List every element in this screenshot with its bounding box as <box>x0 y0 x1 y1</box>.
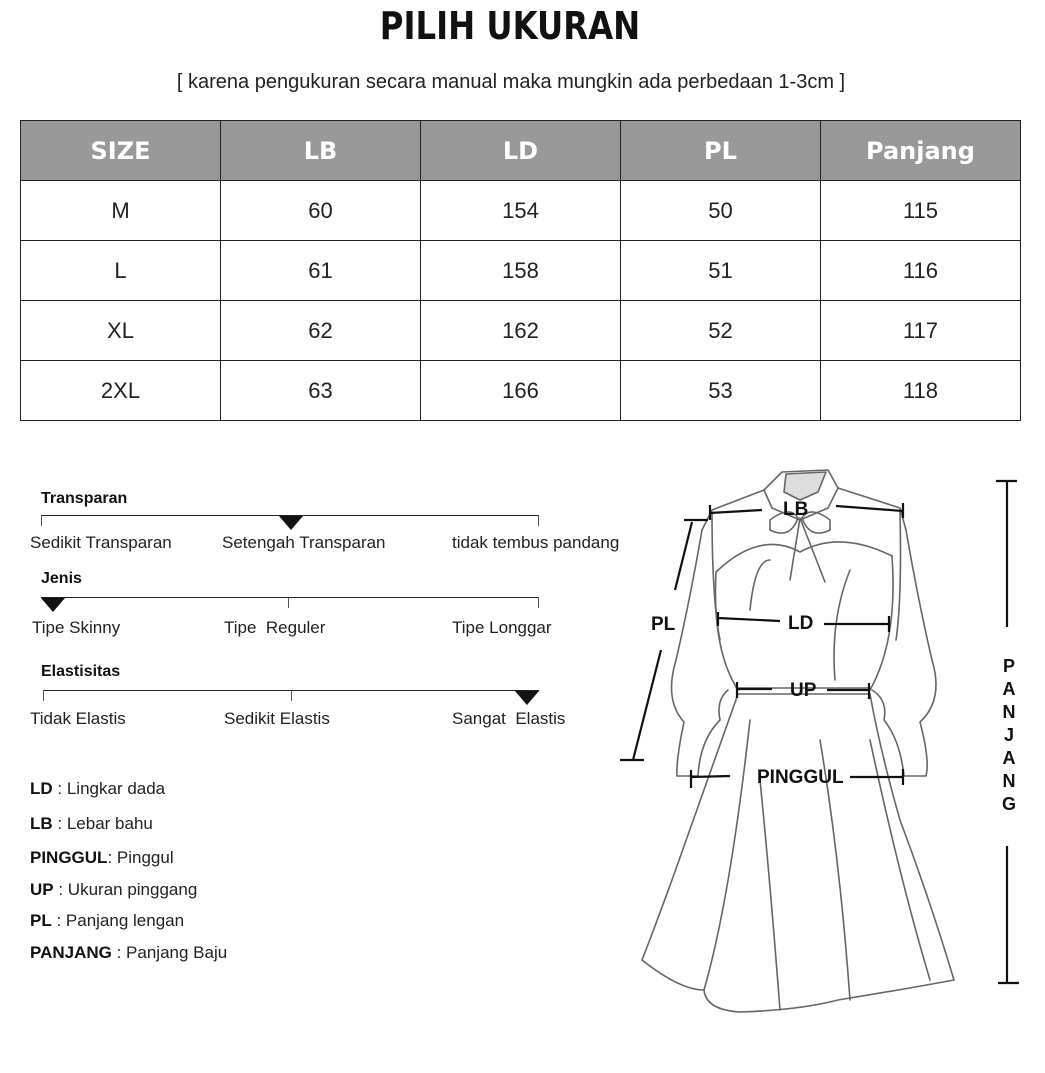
page-subtitle: [ karena pengukuran secara manual maka mungkin ada perbedaan 1-3cm ] <box>176 71 846 93</box>
legend-desc: Panjang Baju <box>126 943 228 962</box>
panjang-letter: A <box>1002 748 1016 768</box>
table-cell: 53 <box>621 361 821 421</box>
panjang-letter: A <box>1002 679 1016 699</box>
scale-option-selected: Sangat Elastis <box>452 709 566 728</box>
legend-abbr: PINGGUL <box>30 848 108 867</box>
scale-option: Tipe Longgar <box>452 618 552 637</box>
table-cell: 158 <box>421 241 621 301</box>
panjang-letter: P <box>1002 656 1015 676</box>
table-cell: 61 <box>221 241 421 301</box>
panjang-letter: N <box>1002 771 1016 791</box>
legend-abbr: PANJANG <box>30 943 112 962</box>
legend-desc: Pinggul <box>116 848 174 867</box>
column-header-ld: LD <box>421 121 621 181</box>
column-header-lb: LB <box>221 121 421 181</box>
measure-label-pl: PL <box>651 614 676 635</box>
column-header-panjang: Panjang <box>821 121 1021 181</box>
legend-desc: Panjang lengan <box>65 911 185 930</box>
table-cell: 52 <box>621 301 821 361</box>
table-cell: L <box>21 241 221 301</box>
page-title: PILIH UKURAN <box>379 4 641 48</box>
measure-label-lb: LB <box>783 499 809 520</box>
scale-option: tidak tembus pandang <box>452 533 620 552</box>
scale-option: Tidak Elastis <box>30 709 126 728</box>
legend-abbr: LB <box>30 814 53 833</box>
legend-sep: : <box>52 814 67 833</box>
column-header-size: SIZE <box>21 121 221 181</box>
measure-label-panjang <box>1001 655 1017 816</box>
legend-sep: : <box>53 880 68 899</box>
legend-sep: : <box>51 911 66 930</box>
table-cell: 63 <box>221 361 421 421</box>
legend-sep: : <box>111 943 127 962</box>
legend-abbr: LD <box>30 779 53 798</box>
table-cell: 62 <box>221 301 421 361</box>
table-cell: 50 <box>621 181 821 241</box>
scale-option-selected: Setengah Transparan <box>222 533 386 552</box>
table-cell: 117 <box>821 301 1021 361</box>
table-cell: 51 <box>621 241 821 301</box>
scale-label: Jenis <box>41 570 82 587</box>
table-cell: 118 <box>821 361 1021 421</box>
table-cell: 162 <box>421 301 621 361</box>
measure-label-pinggul: PINGGUL <box>757 767 844 788</box>
table-cell: 116 <box>821 241 1021 301</box>
legend-abbr: PL <box>30 911 52 930</box>
table-cell: 115 <box>821 181 1021 241</box>
legend-abbr: UP <box>30 880 54 899</box>
legend-desc: Lingkar dada <box>66 779 166 798</box>
legend-desc: Lebar bahu <box>66 814 153 833</box>
table-cell: XL <box>21 301 221 361</box>
scale-option: Sedikit Elastis <box>224 709 330 728</box>
scale-label: Elastisitas <box>41 663 121 680</box>
scale-option: Tipe Reguler <box>224 618 326 637</box>
table-cell: 166 <box>421 361 621 421</box>
table-cell: 154 <box>421 181 621 241</box>
scale-label: Transparan <box>41 490 128 507</box>
panjang-letter: J <box>1003 725 1014 745</box>
legend-sep: : <box>52 779 67 798</box>
column-header-pl: PL <box>621 121 821 181</box>
measure-label-up: UP <box>790 680 817 701</box>
legend-desc: Ukuran pinggang <box>67 880 198 899</box>
table-cell: 2XL <box>21 361 221 421</box>
legend-sep: : <box>107 848 117 867</box>
table-cell: M <box>21 181 221 241</box>
panjang-letter: N <box>1002 702 1016 722</box>
scale-option-selected: Tipe Skinny <box>32 618 121 637</box>
scale-option: Sedikit Transparan <box>30 533 172 552</box>
measure-label-ld: LD <box>788 613 814 634</box>
table-cell: 60 <box>221 181 421 241</box>
panjang-letter: G <box>1001 794 1016 814</box>
